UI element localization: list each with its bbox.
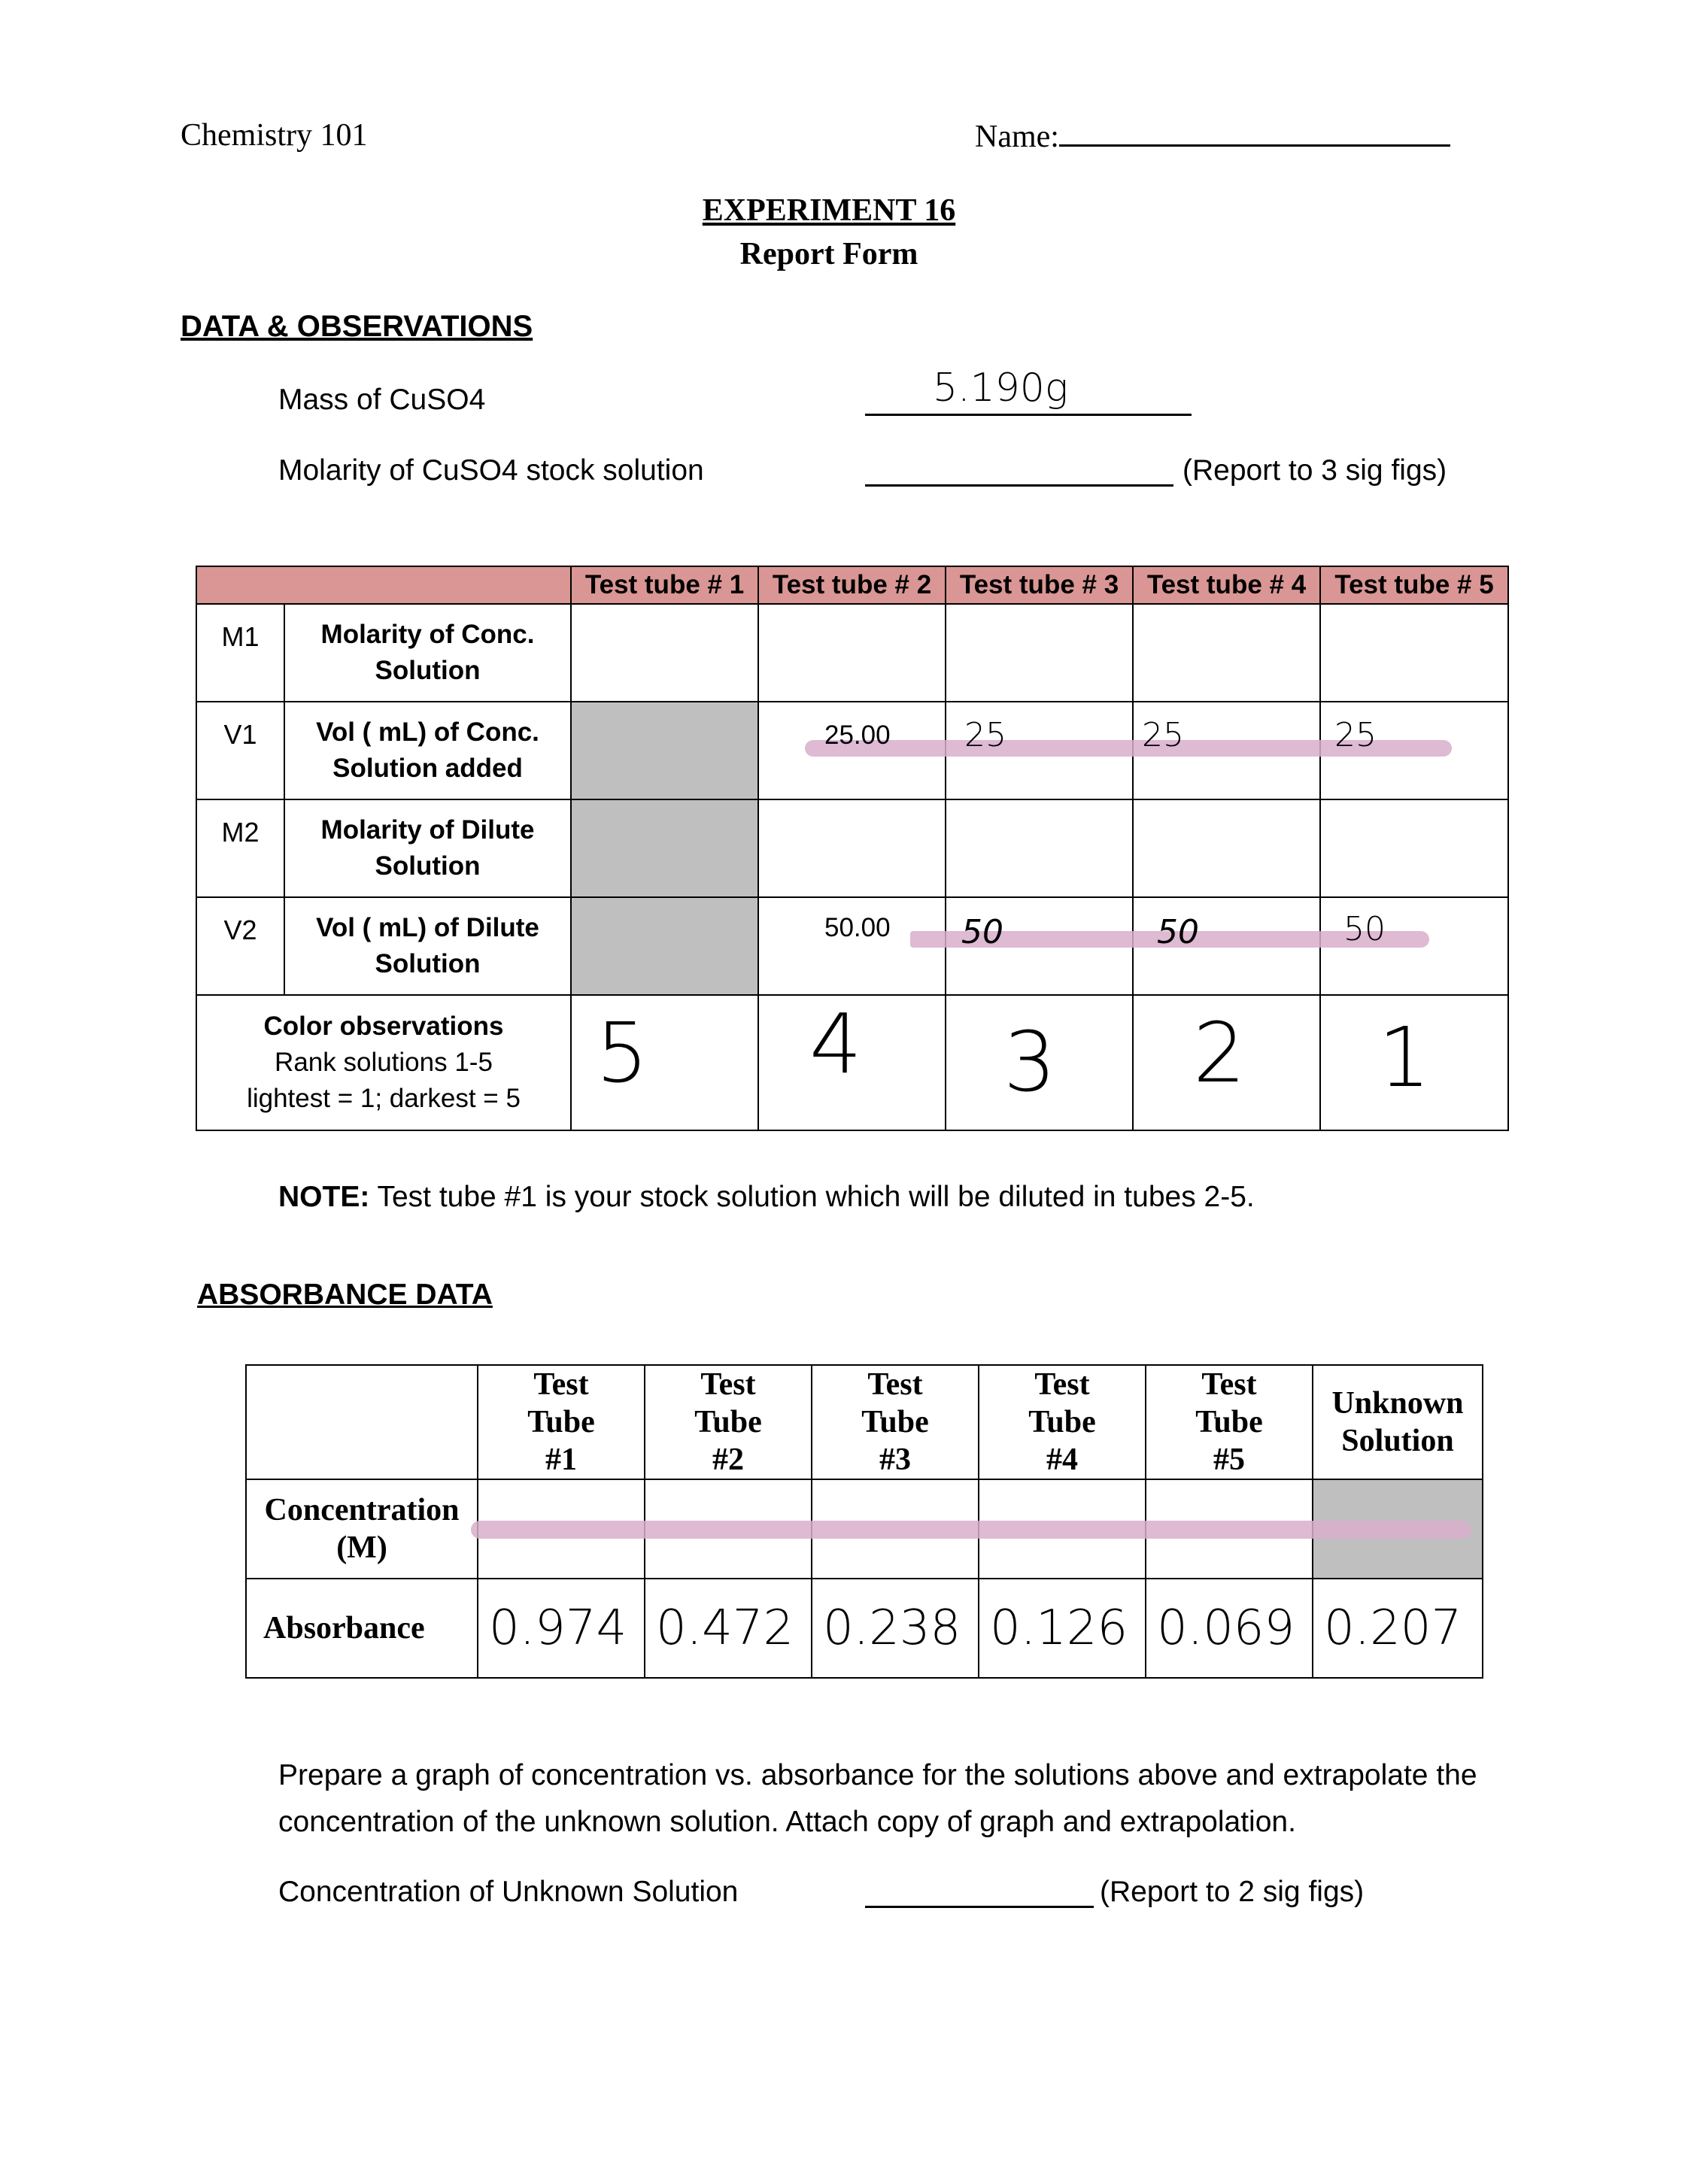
unknown-concentration-blank[interactable] [865,1906,1094,1908]
dilution-col-header: Test tube # 4 [1132,566,1321,605]
mass-label: Mass of CuSO4 [278,384,486,416]
absorbance-header-blank [245,1364,478,1480]
row-label-line: Solution [375,851,481,881]
note-body: Test tube #1 is your stock solution which will be diluted in tubes 2-5. [369,1181,1255,1213]
symbol-m1: M1 [196,603,285,702]
row-label-line: Molarity of Dilute [320,815,535,845]
rank-tube1: 5 [596,1005,648,1101]
rank-tube5: 1 [1378,1009,1431,1106]
cell-m2-tube4[interactable] [1132,799,1321,898]
absorbance-col-header [811,1364,979,1480]
cell-m2-tube3[interactable] [945,799,1134,898]
header-line: Tube [527,1405,595,1439]
symbol-v2: V2 [196,896,285,996]
row-label-v2 [284,896,572,996]
header-line: Tube [861,1405,929,1439]
symbol-v1: V1 [196,701,285,800]
name-label [975,117,1450,155]
data-section-heading: DATA & OBSERVATIONS [181,310,533,343]
header-line: Test [533,1367,589,1402]
row-label-line: Molarity of Conc. [320,620,535,649]
absorbance-tube3[interactable]: 0.238 [811,1578,979,1679]
cell-m2-tube2[interactable] [757,799,946,898]
cell-v1-tube1-shaded [570,701,759,800]
absorbance-tube4[interactable]: 0.126 [978,1578,1146,1679]
dilution-col-header: Test tube # 1 [570,566,759,605]
header-line: Test [1034,1367,1090,1402]
page-title: EXPERIMENT 16 [702,193,956,228]
v1-tube2-value: 25.00 [824,720,891,750]
v1-tube3-value: 25 [964,716,1006,754]
graph-instructions: Prepare a graph of concentration vs. absorbance for the solutions above and extrapolate the concentration of the unknown solution. Attach copy of graph and extrapolation. [278,1759,1477,1838]
row-label-line: Solution [375,949,481,978]
molarity-sigfig-note: (Report to 3 sig figs) [1183,454,1447,487]
cell-m1-tube5[interactable] [1319,603,1509,702]
name-label-text: Name: [975,120,1059,154]
v2-tube3-value: 50 [961,913,1003,951]
absorbance-col-header [1145,1364,1313,1480]
concentration-label [245,1479,478,1579]
cell-m2-tube1-shaded [570,799,759,898]
row-label-line: Vol ( mL) of Dilute [316,913,539,942]
absorbance-label: Absorbance [245,1578,478,1679]
dilution-col-header: Test tube # 2 [757,566,946,605]
absorbance-col-header [644,1364,812,1480]
header-line: Solution [1341,1424,1454,1458]
header-line: Unknown [1331,1386,1464,1421]
v2-tube4-value: 50 [1157,913,1199,951]
header-line: Test [867,1367,923,1402]
row-label-line: Solution [375,656,481,685]
v1-tube5-value: 25 [1334,716,1377,754]
rank-tube3: 3 [1003,1014,1056,1110]
header-line: Test [700,1367,756,1402]
rank-tube2: 4 [809,996,862,1092]
absorbance-tube5[interactable]: 0.069 [1145,1578,1313,1679]
row-label-m1 [284,603,572,702]
dilution-col-header: Test tube # 3 [945,566,1134,605]
label-line: (M) [336,1530,387,1565]
cell-m1-tube4[interactable] [1132,603,1321,702]
v2-tube5-value: 50 [1343,910,1386,948]
unknown-col-header [1312,1364,1483,1480]
dilution-header-blank [196,566,572,605]
header-line: #1 [545,1442,577,1477]
cell-m2-tube5[interactable] [1319,799,1509,898]
header-line: #5 [1213,1442,1245,1477]
cell-m1-tube1[interactable] [570,603,759,702]
absorbance-unknown[interactable]: 0.207 [1312,1578,1483,1679]
color-observations-label [196,994,572,1131]
header-line: #3 [879,1442,911,1477]
molarity-blank[interactable] [865,484,1173,487]
absorbance-tube2[interactable]: 0.472 [644,1578,812,1679]
row-label-v1 [284,701,572,800]
absorbance-table [245,1364,1483,1679]
course-title: Chemistry 101 [181,118,368,153]
header-line: #2 [712,1442,744,1477]
absorbance-col-header [477,1364,645,1480]
header-line: Test [1201,1367,1257,1402]
label-line: Concentration [264,1493,460,1527]
dilution-col-header: Test tube # 5 [1319,566,1509,605]
note-text [278,1181,1255,1214]
rank-tube4: 2 [1193,1005,1246,1101]
color-label-line2: Rank solutions 1-5 [275,1048,493,1077]
page-subtitle: Report Form [739,237,918,271]
cell-m1-tube2[interactable] [757,603,946,702]
absorbance-col-header [978,1364,1146,1480]
v1-tube4-value: 25 [1142,716,1184,754]
header-line: Tube [1195,1405,1263,1439]
mass-value[interactable]: 5.190g [933,366,1069,411]
header-line: Tube [1028,1405,1096,1439]
note-bold: NOTE: [278,1181,370,1213]
row-label-line: Solution added [332,754,523,783]
absorbance-section-heading: ABSORBANCE DATA [197,1279,493,1311]
molarity-label: Molarity of CuSO4 stock solution [278,454,704,487]
unknown-concentration-label: Concentration of Unknown Solution [278,1876,739,1908]
color-label-line3: lightest = 1; darkest = 5 [247,1084,521,1113]
highlighter-stroke-concentration [471,1521,1471,1539]
row-label-m2 [284,799,572,898]
absorbance-tube1[interactable]: 0.974 [477,1578,645,1679]
mass-blank [865,414,1192,416]
color-label-line1: Color observations [263,1012,504,1041]
unknown-sigfig-note: (Report to 2 sig figs) [1100,1876,1365,1908]
header-line: #4 [1046,1442,1078,1477]
row-label-line: Vol ( mL) of Conc. [316,717,539,747]
dilution-table [196,566,1509,1131]
name-blank[interactable] [1059,117,1450,147]
cell-v2-tube1-shaded [570,896,759,996]
symbol-m2: M2 [196,799,285,898]
header-line: Tube [694,1405,762,1439]
v2-tube2-value: 50.00 [824,913,891,942]
cell-m1-tube3[interactable] [945,603,1134,702]
